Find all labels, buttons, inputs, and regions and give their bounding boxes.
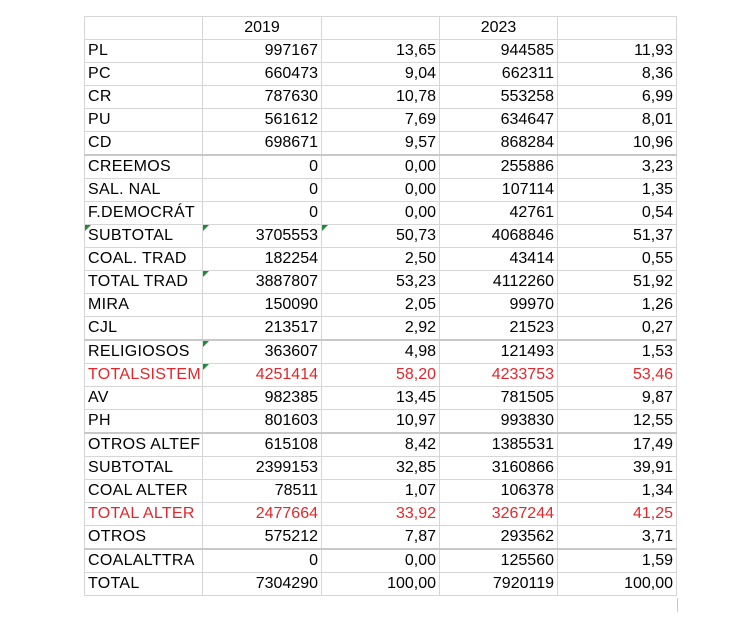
row-label-cell[interactable]: PU: [85, 109, 203, 132]
votes-2023-cell[interactable]: 868284: [440, 132, 558, 156]
votes-2023-cell[interactable]: 106378: [440, 480, 558, 503]
table-row: [85, 549, 677, 573]
percent-2019-cell[interactable]: 4,98: [322, 340, 440, 364]
percent-2019-cell[interactable]: 58,20: [322, 364, 440, 387]
table-row: [85, 40, 677, 63]
row-label-cell[interactable]: CR: [85, 86, 203, 109]
row-label-cell[interactable]: TOTAL ALTER: [85, 503, 203, 526]
table-row: [85, 294, 677, 317]
percent-2019-cell[interactable]: 2,05: [322, 294, 440, 317]
votes-2023-cell[interactable]: 1385531: [440, 433, 558, 457]
percent-2023-cell[interactable]: 51,92: [558, 271, 677, 294]
table-row: [85, 248, 677, 271]
votes-2019-cell[interactable]: 0: [203, 155, 322, 179]
table-row: [85, 317, 677, 341]
header-year-2019[interactable]: 2019: [203, 17, 322, 40]
votes-2019-cell[interactable]: 182254: [203, 248, 322, 271]
votes-2023-cell[interactable]: 993830: [440, 410, 558, 434]
votes-2019-cell[interactable]: 213517: [203, 317, 322, 341]
votes-2023-cell[interactable]: 293562: [440, 526, 558, 550]
votes-2019-cell[interactable]: 615108: [203, 433, 322, 457]
percent-2019-cell[interactable]: 13,65: [322, 40, 440, 63]
percent-2023-cell[interactable]: 11,93: [558, 40, 677, 63]
table-row: [85, 480, 677, 503]
percent-2019-cell[interactable]: 2,92: [322, 317, 440, 341]
votes-2023-cell[interactable]: 3160866: [440, 457, 558, 480]
percent-2023-cell[interactable]: 41,25: [558, 503, 677, 526]
votes-2023-cell[interactable]: 21523: [440, 317, 558, 341]
votes-2019-cell[interactable]: 78511: [203, 480, 322, 503]
votes-2023-cell[interactable]: 4112260: [440, 271, 558, 294]
votes-2019-cell[interactable]: 4251414: [203, 364, 322, 387]
percent-2019-cell[interactable]: 8,42: [322, 433, 440, 457]
percent-2019-cell[interactable]: 2,50: [322, 248, 440, 271]
percent-2019-cell[interactable]: 0,00: [322, 549, 440, 573]
row-label-cell[interactable]: SUBTOTAL: [85, 457, 203, 480]
table-row: [85, 410, 677, 434]
table-row: [85, 271, 677, 294]
percent-2023-cell[interactable]: 0,27: [558, 317, 677, 341]
votes-2023-cell[interactable]: 43414: [440, 248, 558, 271]
spreadsheet: [84, 16, 676, 596]
votes-2019-cell[interactable]: 2477664: [203, 503, 322, 526]
votes-2019-cell[interactable]: 3705553: [203, 225, 322, 248]
votes-2019-cell[interactable]: 2399153: [203, 457, 322, 480]
votes-2019-cell[interactable]: 698671: [203, 132, 322, 156]
table-row: [85, 457, 677, 480]
percent-2019-cell[interactable]: 0,00: [322, 202, 440, 225]
votes-2019-cell[interactable]: 363607: [203, 340, 322, 364]
table-row: [85, 503, 677, 526]
percent-2023-cell[interactable]: 1,53: [558, 340, 677, 364]
votes-2019-cell[interactable]: 150090: [203, 294, 322, 317]
table-row: [85, 155, 677, 179]
row-label-cell[interactable]: PL: [85, 40, 203, 63]
row-label-cell[interactable]: COALALTTRA: [85, 549, 203, 573]
votes-2023-cell[interactable]: 7920119: [440, 573, 558, 596]
percent-2023-cell[interactable]: 6,99: [558, 86, 677, 109]
table-row: [85, 433, 677, 457]
percent-2023-cell[interactable]: 53,46: [558, 364, 677, 387]
header-cell[interactable]: [85, 17, 203, 40]
percent-2019-cell[interactable]: 50,73: [322, 225, 440, 248]
table-row: [85, 86, 677, 109]
votes-2023-cell[interactable]: 634647: [440, 109, 558, 132]
row-label-cell[interactable]: CD: [85, 132, 203, 156]
percent-2023-cell[interactable]: 3,71: [558, 526, 677, 550]
row-label-cell[interactable]: CREEMOS: [85, 155, 203, 179]
percent-2023-cell[interactable]: 12,55: [558, 410, 677, 434]
table-row: [85, 202, 677, 225]
votes-2023-cell[interactable]: 255886: [440, 155, 558, 179]
percent-2023-cell[interactable]: 9,87: [558, 387, 677, 410]
percent-2023-cell[interactable]: 1,34: [558, 480, 677, 503]
table-row: [85, 364, 677, 387]
votes-2023-cell[interactable]: 4233753: [440, 364, 558, 387]
header-cell[interactable]: [322, 17, 440, 40]
row-label-cell[interactable]: TOTAL TRAD: [85, 271, 203, 294]
percent-2023-cell[interactable]: 39,91: [558, 457, 677, 480]
votes-2019-cell[interactable]: 801603: [203, 410, 322, 434]
percent-2019-cell[interactable]: 10,97: [322, 410, 440, 434]
percent-2023-cell[interactable]: 51,37: [558, 225, 677, 248]
percent-2023-cell[interactable]: 8,01: [558, 109, 677, 132]
votes-2023-cell[interactable]: 99970: [440, 294, 558, 317]
row-label-cell[interactable]: OTROS: [85, 526, 203, 550]
row-label-cell[interactable]: PC: [85, 63, 203, 86]
row-label-cell[interactable]: AV: [85, 387, 203, 410]
table-row: [85, 573, 677, 596]
table-row: [85, 387, 677, 410]
percent-2019-cell[interactable]: 9,04: [322, 63, 440, 86]
votes-2019-cell[interactable]: 787630: [203, 86, 322, 109]
row-label-cell[interactable]: OTROS ALTEF: [85, 433, 203, 457]
results-table: [84, 16, 677, 596]
row-label-cell[interactable]: F.DEMOCRÁT: [85, 202, 203, 225]
votes-2019-cell[interactable]: 0: [203, 549, 322, 573]
percent-2019-cell[interactable]: 33,92: [322, 503, 440, 526]
percent-2023-cell[interactable]: 100,00: [558, 573, 677, 596]
percent-2023-cell[interactable]: 0,55: [558, 248, 677, 271]
table-row: [85, 526, 677, 550]
row-label-cell[interactable]: SUBTOTAL: [85, 225, 203, 248]
table-row: [85, 109, 677, 132]
votes-2019-cell[interactable]: 7304290: [203, 573, 322, 596]
table-row: [85, 179, 677, 202]
percent-2019-cell[interactable]: 100,00: [322, 573, 440, 596]
percent-2019-cell[interactable]: 0,00: [322, 179, 440, 202]
votes-2019-cell[interactable]: 561612: [203, 109, 322, 132]
row-label-cell[interactable]: COAL. TRAD: [85, 248, 203, 271]
header-cell[interactable]: [558, 17, 677, 40]
percent-2019-cell[interactable]: 32,85: [322, 457, 440, 480]
percent-2023-cell[interactable]: 0,54: [558, 202, 677, 225]
table-row: [85, 225, 677, 248]
votes-2019-cell[interactable]: 660473: [203, 63, 322, 86]
row-label-cell[interactable]: CJL: [85, 317, 203, 341]
row-label-cell[interactable]: MIRA: [85, 294, 203, 317]
votes-2023-cell[interactable]: 781505: [440, 387, 558, 410]
votes-2023-cell[interactable]: 553258: [440, 86, 558, 109]
votes-2023-cell[interactable]: 3267244: [440, 503, 558, 526]
votes-2019-cell[interactable]: 997167: [203, 40, 322, 63]
row-label-cell[interactable]: TOTAL: [85, 573, 203, 596]
percent-2023-cell[interactable]: 1,26: [558, 294, 677, 317]
row-label-cell[interactable]: PH: [85, 410, 203, 434]
percent-2019-cell[interactable]: 1,07: [322, 480, 440, 503]
header-row: [85, 17, 677, 40]
votes-2023-cell[interactable]: 4068846: [440, 225, 558, 248]
votes-2023-cell[interactable]: 121493: [440, 340, 558, 364]
table-row: [85, 340, 677, 364]
votes-2023-cell[interactable]: 42761: [440, 202, 558, 225]
percent-2019-cell[interactable]: 7,87: [322, 526, 440, 550]
row-label-cell[interactable]: TOTALSISTEM: [85, 364, 203, 387]
percent-2023-cell[interactable]: 1,59: [558, 549, 677, 573]
header-year-2023[interactable]: 2023: [440, 17, 558, 40]
percent-2023-cell[interactable]: 10,96: [558, 132, 677, 156]
row-label-cell[interactable]: SAL. NAL: [85, 179, 203, 202]
votes-2019-cell[interactable]: 982385: [203, 387, 322, 410]
votes-2019-cell[interactable]: 3887807: [203, 271, 322, 294]
cell-cursor: [677, 598, 678, 612]
votes-2023-cell[interactable]: 125560: [440, 549, 558, 573]
votes-2023-cell[interactable]: 107114: [440, 179, 558, 202]
percent-2019-cell[interactable]: 7,69: [322, 109, 440, 132]
percent-2023-cell[interactable]: 8,36: [558, 63, 677, 86]
votes-2019-cell[interactable]: 575212: [203, 526, 322, 550]
percent-2019-cell[interactable]: 0,00: [322, 155, 440, 179]
percent-2023-cell[interactable]: 3,23: [558, 155, 677, 179]
percent-2019-cell[interactable]: 13,45: [322, 387, 440, 410]
row-label-cell[interactable]: COAL ALTER: [85, 480, 203, 503]
votes-2019-cell[interactable]: 0: [203, 179, 322, 202]
percent-2019-cell[interactable]: 53,23: [322, 271, 440, 294]
votes-2023-cell[interactable]: 662311: [440, 63, 558, 86]
percent-2023-cell[interactable]: 1,35: [558, 179, 677, 202]
percent-2023-cell[interactable]: 17,49: [558, 433, 677, 457]
percent-2019-cell[interactable]: 10,78: [322, 86, 440, 109]
percent-2019-cell[interactable]: 9,57: [322, 132, 440, 156]
votes-2019-cell[interactable]: 0: [203, 202, 322, 225]
votes-2023-cell[interactable]: 944585: [440, 40, 558, 63]
row-label-cell[interactable]: RELIGIOSOS: [85, 340, 203, 364]
table-row: [85, 63, 677, 86]
table-row: [85, 132, 677, 156]
